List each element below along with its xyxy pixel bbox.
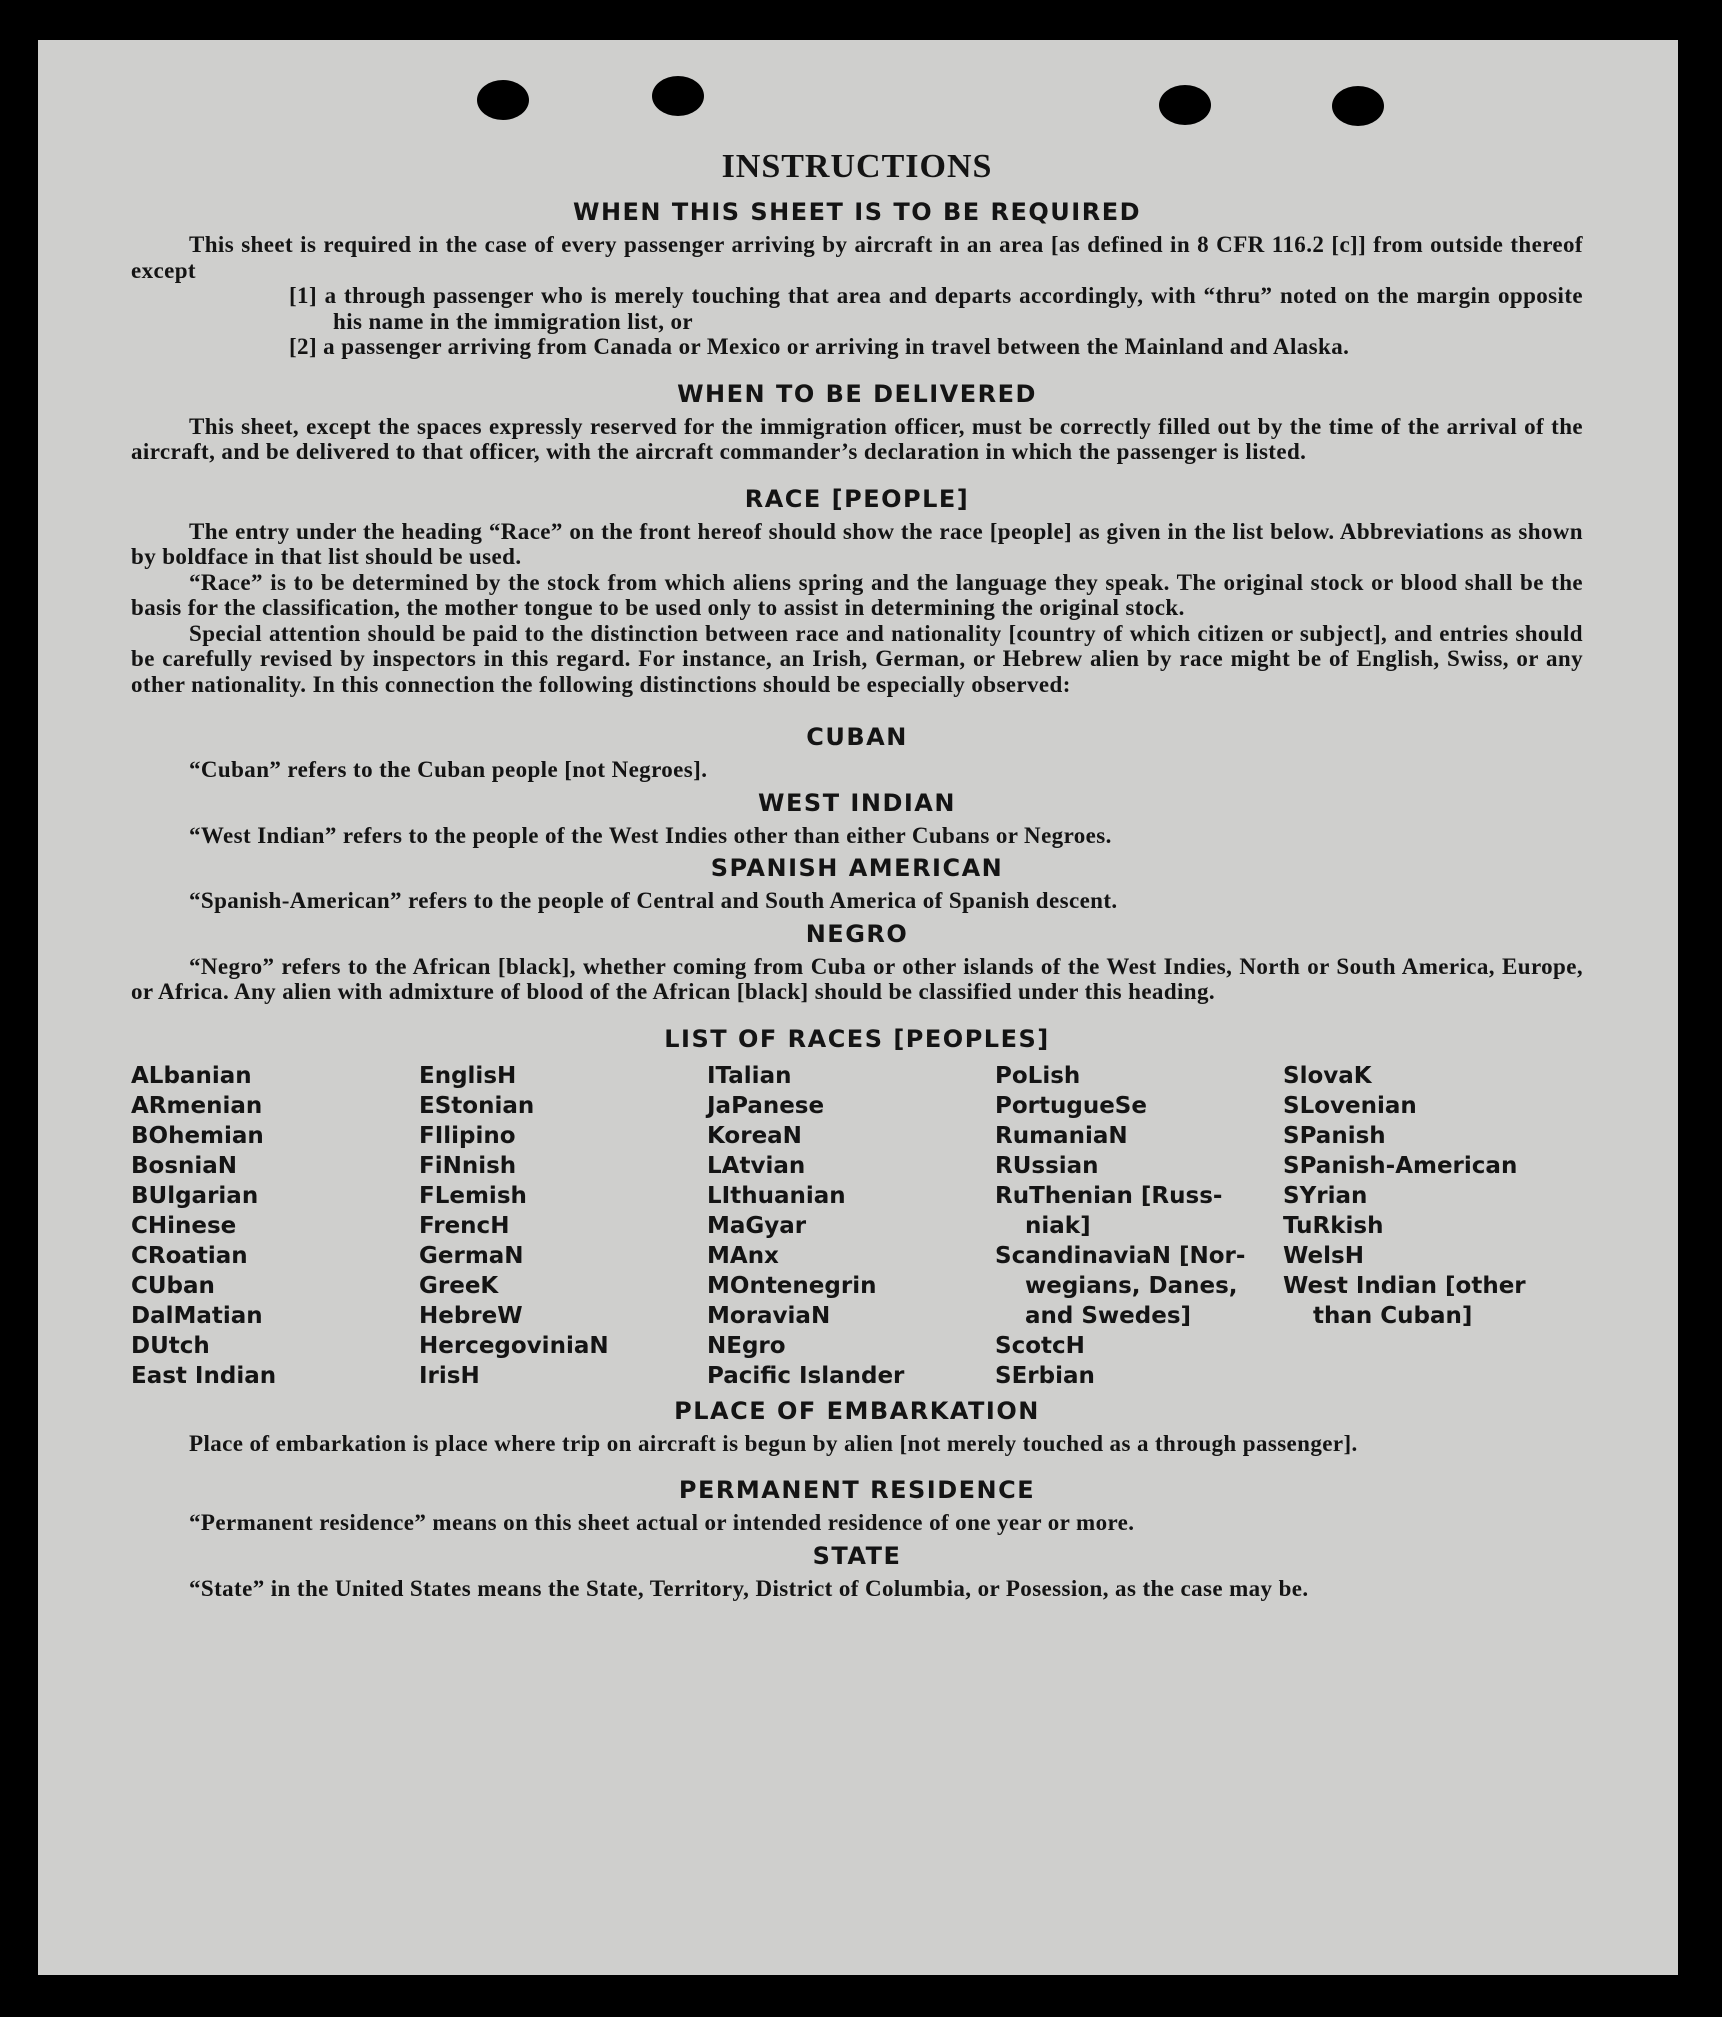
section-heading-list: LIST OF RACES [PEOPLES] bbox=[664, 1024, 1050, 1053]
race-item: DUtch bbox=[131, 1332, 210, 1359]
west-indian-text: “West Indian” refers to the people of the West Indies other than either Cubans or Negroes. bbox=[189, 822, 1112, 848]
race-item: EStonian bbox=[419, 1092, 535, 1119]
race-item: BosniaN bbox=[131, 1152, 238, 1179]
delivered-text: This sheet, except the spaces expressly reserved for the immigration officer, must be correctly filled out by the time of the arrival of the aircraft, and be delivered to that officer, with the aircraft commander’s declaration in which the passenger is listed. bbox=[131, 413, 1583, 464]
race-item: niak] bbox=[1025, 1212, 1091, 1239]
race-list bbox=[131, 1061, 1583, 1391]
race-item: MaGyar bbox=[707, 1212, 807, 1239]
race-item: ScandinaviaN [Nor- bbox=[995, 1242, 1246, 1269]
punch-hole bbox=[1159, 85, 1211, 125]
race-item: SLovenian bbox=[1283, 1092, 1417, 1119]
section-heading-race: RACE [PEOPLE] bbox=[744, 484, 970, 513]
race-item: CRoatian bbox=[131, 1242, 248, 1269]
race-item: RUssian bbox=[995, 1152, 1099, 1179]
race-item: FrencH bbox=[419, 1212, 510, 1239]
race-item: PoLish bbox=[995, 1062, 1081, 1089]
race-item: LIthuanian bbox=[707, 1182, 846, 1209]
embarkation-text: Place of embarkation is place where trip on aircraft is begun by alien [not merely touched as a through passenger]. bbox=[189, 1430, 1358, 1456]
section-heading-cuban: CUBAN bbox=[806, 723, 908, 751]
race-item: BUlgarian bbox=[131, 1182, 259, 1209]
race-item: FLemish bbox=[419, 1182, 527, 1209]
race-item: SPanish-American bbox=[1283, 1152, 1518, 1179]
cuban-text: “Cuban” refers to the Cuban people [not Negroes]. bbox=[189, 757, 708, 782]
race-item: FIlipino bbox=[419, 1122, 516, 1149]
state-text: “State” in the United States means the State, Territory, District of Columbia, or Posession, as the case may be. bbox=[189, 1575, 1309, 1601]
race-item: SYrian bbox=[1283, 1182, 1368, 1209]
race-column-1 bbox=[131, 1061, 419, 1391]
race-item: MAnx bbox=[707, 1242, 779, 1269]
race-column-3 bbox=[707, 1061, 995, 1391]
punch-hole bbox=[1332, 86, 1384, 126]
required-intro: This sheet is required in the case of every passenger arriving by aircraft in an area [as defined in 8 CFR 116.2 [c]] from outside thereof except bbox=[131, 232, 1583, 283]
race-item: MoraviaN bbox=[707, 1302, 831, 1329]
race-item: LAtvian bbox=[707, 1152, 806, 1179]
race-item: EnglisH bbox=[419, 1062, 517, 1089]
race-item: HercegoviniaN bbox=[419, 1332, 609, 1359]
punch-hole bbox=[652, 76, 704, 116]
race-item: East Indian bbox=[131, 1362, 277, 1389]
instructions-body bbox=[131, 142, 1583, 1601]
race-column-5 bbox=[1283, 1061, 1583, 1391]
race-item: GermaN bbox=[419, 1242, 524, 1269]
race-item: Pacific Islander bbox=[707, 1362, 905, 1389]
race-item: NEgro bbox=[707, 1332, 786, 1359]
section-heading-residence: PERMANENT RESIDENCE bbox=[678, 1476, 1036, 1504]
race-paragraph-2: “Race” is to be determined by the stock from which aliens spring and the language they speak. The original stock or blood shall be the basis for the classification, the mother tongue to be used only to assist in determining the original stock. bbox=[131, 569, 1583, 620]
race-item: ALbanian bbox=[131, 1062, 252, 1089]
section-heading-west-indian: WEST INDIAN bbox=[758, 788, 956, 817]
race-item: GreeK bbox=[419, 1272, 499, 1299]
race-item: wegians, Danes, bbox=[1025, 1272, 1238, 1299]
page-title: INSTRUCTIONS bbox=[721, 148, 993, 185]
race-item: HebreW bbox=[419, 1302, 523, 1329]
race-item: CUban bbox=[131, 1272, 215, 1299]
punch-hole bbox=[477, 80, 529, 120]
race-item: WelsH bbox=[1283, 1242, 1364, 1269]
race-item: BOhemian bbox=[131, 1122, 264, 1149]
race-item: SPanish bbox=[1283, 1122, 1386, 1149]
section-heading-state: STATE bbox=[812, 1541, 902, 1570]
spanish-american-text: “Spanish-American” refers to the people of Central and South America of Spanish descent. bbox=[189, 888, 1118, 913]
race-item: SErbian bbox=[995, 1362, 1095, 1389]
race-item: IrisH bbox=[419, 1362, 480, 1389]
race-item: PortugueSe bbox=[995, 1092, 1147, 1119]
race-item: KoreaN bbox=[707, 1122, 802, 1149]
negro-text: “Negro” refers to the African [black], whether coming from Cuba or other islands of the West Indies, North or South America, Europe, or Africa. Any alien with admixture of blood of the African [black] should be classified under this heading. bbox=[131, 953, 1583, 1004]
race-item: ITalian bbox=[707, 1062, 792, 1089]
race-column-2 bbox=[419, 1061, 707, 1391]
section-heading-embarkation: PLACE OF EMBARKATION bbox=[674, 1396, 1040, 1425]
race-item: and Swedes] bbox=[1025, 1302, 1192, 1329]
race-item: MOntenegrin bbox=[707, 1272, 877, 1299]
required-item-2: [2] a passenger arriving from Canada or Mexico or arriving in travel between the Mainland and Alaska. bbox=[289, 334, 1350, 359]
race-item: ARmenian bbox=[131, 1092, 263, 1119]
required-item-1: [1] a through passenger who is merely touching that area and departs accordingly, with “thru” noted on the margin opposite his name in the immigration list, or bbox=[289, 283, 1583, 334]
race-item: than Cuban] bbox=[1313, 1302, 1473, 1329]
race-item: RuThenian [Russ- bbox=[995, 1182, 1223, 1209]
race-item: CHinese bbox=[131, 1212, 237, 1239]
section-heading-required: WHEN THIS SHEET IS TO BE REQUIRED bbox=[572, 198, 1142, 226]
race-paragraph-1: The entry under the heading “Race” on the front hereof should show the race [people] as given in the list below. Abbreviations as shown by boldface in that list should be used. bbox=[131, 518, 1583, 569]
race-item: West Indian [other bbox=[1283, 1272, 1526, 1299]
race-paragraph-3: Special attention should be paid to the distinction between race and nationality [country of which citizen or subject], and entries should be carefully revised by inspectors in this regard. For instance, an Irish, German, or Hebrew alien by race might be of English, Swiss, or any other nationality. In this connection the following distinctions should be especially observed: bbox=[131, 620, 1583, 697]
section-heading-spanish-american: SPANISH AMERICAN bbox=[710, 854, 1004, 882]
document-sheet bbox=[38, 40, 1678, 1975]
race-item: JaPanese bbox=[707, 1092, 825, 1119]
section-heading-delivered: WHEN TO BE DELIVERED bbox=[677, 379, 1037, 408]
race-item: TuRkish bbox=[1283, 1212, 1384, 1239]
race-item: DalMatian bbox=[131, 1302, 263, 1329]
race-item: ScotcH bbox=[995, 1332, 1085, 1359]
section-heading-negro: NEGRO bbox=[805, 919, 909, 948]
residence-text: “Permanent residence” means on this sheet actual or intended residence of one year or more. bbox=[189, 1510, 1135, 1535]
race-column-4 bbox=[995, 1061, 1283, 1391]
race-item: SlovaK bbox=[1283, 1062, 1372, 1089]
race-item: FiNnish bbox=[419, 1152, 517, 1179]
race-item: RumaniaN bbox=[995, 1122, 1128, 1149]
